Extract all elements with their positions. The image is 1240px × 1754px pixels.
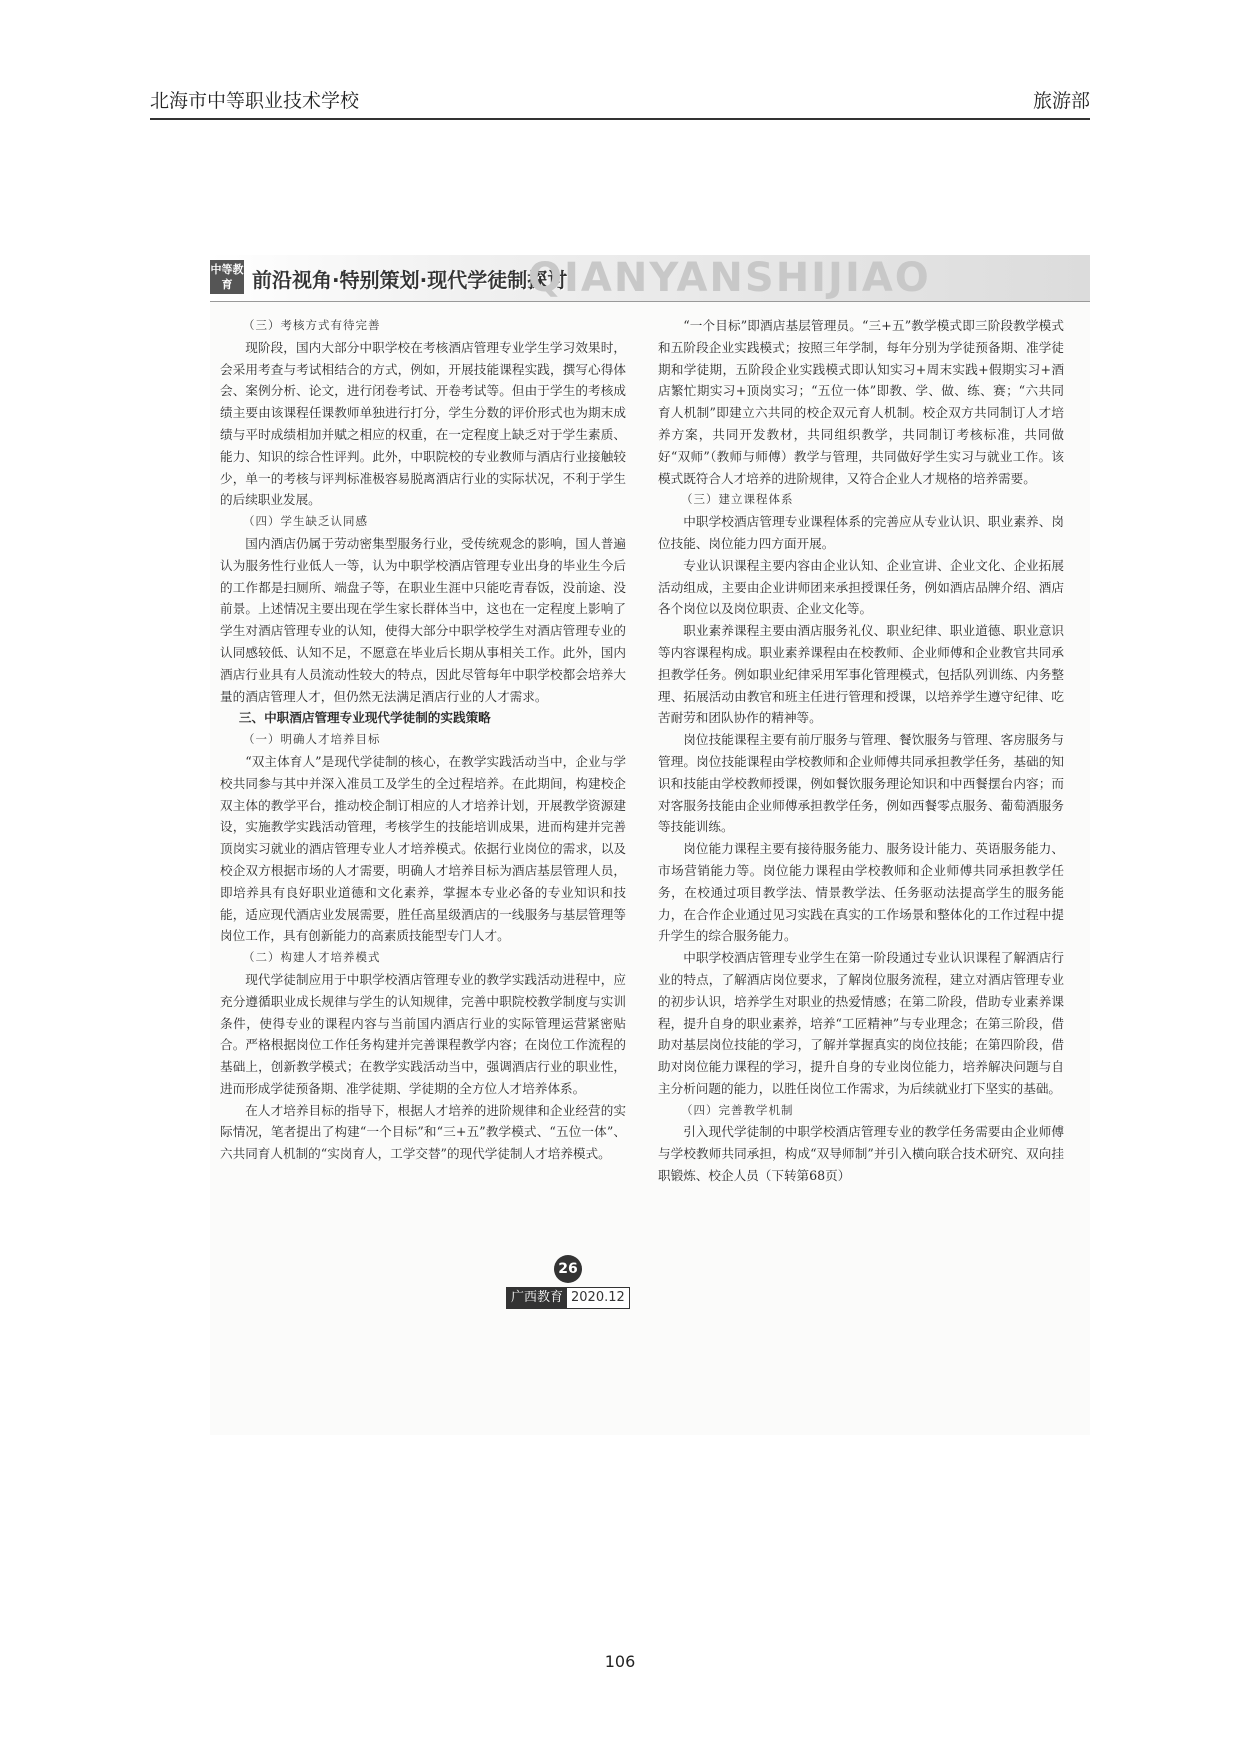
journal-label: [506, 1287, 630, 1309]
subsection-heading: （一）明确人才培养目标: [243, 732, 381, 747]
subsection-heading: （三）考核方式有待完善: [243, 318, 381, 332]
section-heading: 三、中职酒店管理专业现代学徒制的实践策略: [238, 710, 491, 726]
paragraph: 职业素养课程主要由酒店服务礼仪、职业纪律、职业道德、职业意识等内容课程构成。职业素养课程由在校教师、企业师傅和企业教官共同承担教学任务。例如职业纪律采用军事化管理模式，包括队列训练、内务整理、拓展活动由教官和班主任进行管理和授课，以培养学生遵守纪律、吃苦耐劳和团队协作的精神等。: [658, 623, 1064, 726]
right-text-column: [658, 315, 1064, 1187]
department-name: 旅游部: [1032, 90, 1090, 112]
journal-banner: [210, 255, 1090, 302]
paragraph: 岗位技能课程主要有前厅服务与管理、餐饮服务与管理、客房服务与管理。岗位技能课程由学校教师和企业师傅共同承担教学任务，基础的知识和技能由学校教师授课，例如餐饮服务理论知识和中西餐摆台内容；而对客服务技能由企业师傅承担教学任务，例如西餐零点服务、葡萄酒服务等技能训练。: [658, 732, 1064, 835]
paragraph: “双主体育人”是现代学徒制的核心，在教学实践活动当中，企业与学校共同参与其中并深入准员工及学生的全过程培养。在此期间，构建校企双主体的教学平台，推动校企制订相应的人才培养计划，开展教学资源建设，实施教学实践活动管理，考核学生的技能培训成果，进而构建并完善顶岗实习就业的酒店管理专业人才培养模式。依据行业岗位的需求，以及校企双方根据市场的人才需要，明确人才培养目标为酒店基层管理人员，即培养具有良好职业道德和文化素养，掌握本专业必备的专业知识和技能，适应现代酒店业发展需要，胜任高星级酒店的一线服务与基层管理等岗位工作，具有创新能力的高素质技能型专门人才。: [220, 753, 626, 944]
subsection-heading: （四）学生缺乏认同感: [243, 514, 368, 529]
page-number: 106: [604, 1652, 636, 1671]
paragraph: 岗位能力课程主要有接待服务能力、服务设计能力、英语服务能力、市场营销能力等。岗位能力课程由学校教师和企业师傅共同承担教学任务，在校通过项目教学法、情景教学法、任务驱动法提高学生的服务能力，在合作企业通过见习实践在真实的工作场景和整体化的工作过程中提升学生的综合服务能力。: [658, 841, 1064, 944]
banner-pinyin: QIANYANSHIJIAO: [528, 255, 931, 301]
paragraph: 现代学徒制应用于中职学校酒店管理专业的教学实践活动进程中，应充分遵循职业成长规律与学生的认知规律，完善中职院校教学制度与实训条件，使得专业的课程内容与当前国内酒店行业的实际管理运营紧密贴合。严格根据岗位工作任务构建并完善课程教学内容；在岗位工作流程的基础上，创新教学模式；在教学实践活动当中，强调酒店行业的职业性，进而形成学徒预备期、准学徒期、学徒期的全方位人才培养体系。: [220, 971, 626, 1096]
paragraph: “一个目标”即酒店基层管理员。“三+五”教学模式即三阶段教学模式和五阶段企业实践模式；按照三年学制，每年分别为学徒预备期、准学徒期和学徒期，五阶段企业实践模式即认知实习+周末实践+假期实习+酒店繁忙期实习+顶岗实习；“五位一体”即教、学、做、练、赛；“六共同育人机制”即建立六共同的校企双元育人机制。校企双方共同制订人才培养方案，共同开发教材，共同组织教学，共同制订考核标准，共同做好“双师”（教师与师傅）教学与管理，共同做好学生实习与就业工作。该模式既符合人才培养的进阶规律，又符合企业人才规格的培养需要。: [658, 318, 1064, 486]
paragraph: 中职学校酒店管理专业课程体系的完善应从专业认识、职业素养、岗位技能、岗位能力四方面开展。: [658, 514, 1064, 551]
journal-logo: 中等教育: [210, 260, 244, 294]
subsection-heading: （二）构建人才培养模式: [243, 950, 381, 965]
document-header: [150, 84, 1090, 120]
paragraph: 专业认识课程主要内容由企业认知、企业宣讲、企业文化、企业拓展活动组成，主要由企业讲师团来承担授课任务，例如酒店品牌介绍、酒店各个岗位以及岗位职责、企业文化等。: [658, 557, 1064, 617]
subsection-heading: （三）建立课程体系: [681, 492, 794, 507]
scanned-journal-page: [210, 255, 1090, 1435]
paragraph: 在人才培养目标的指导下，根据人才培养的进阶规律和企业经营的实际情况，笔者提出了构建“一个目标”和“三+五”教学模式、“五位一体”、六共同育人机制的“实岗育人，工学交替”的现代学徒制人才培养模式。: [220, 1102, 626, 1162]
paragraph: 现阶段，国内大部分中职学校在考核酒店管理专业学生学习效果时，会采用考查与考试相结合的方式，例如，开展技能课程实践，撰写心得体会、案例分析、论文，进行闭卷考试、开卷考试等。但由于学生的考核成绩主要由该课程任课教师单独进行打分，学生分数的评价形式也为期末成绩与平时成绩相加并赋之相应的权重，在一定程度上缺乏对于学生素质、能力、知识的综合性评判。此外，中职院校的专业教师与酒店行业接触较少，单一的考核与评判标准极容易脱离酒店行业的实际状况，不利于学生的后续职业发展。: [220, 339, 626, 508]
paragraph: 中职学校酒店管理专业学生在第一阶段通过专业认识课程了解酒店行业的特点，了解酒店岗位要求，了解岗位服务流程，建立对酒店管理专业的初步认识，培养学生对职业的热爱情感；在第二阶段，借助专业素养课程，提升自身的职业素养，培养“工匠精神”与专业理念；在第三阶段，借助对基层岗位技能的学习，了解并掌握真实的岗位技能；在第四阶段，借助对岗位能力课程的学习，提升自身的专业岗位能力，培养解决问题与自主分析问题的能力，以胜任岗位工作需求，为后续就业打下坚实的基础。: [658, 950, 1064, 1096]
school-name: 北海市中等职业技术学校: [150, 90, 360, 112]
paragraph: 国内酒店仍属于劳动密集型服务行业，受传统观念的影响，国人普遍认为服务性行业低人一等，认为中职学校酒店管理专业出身的毕业生今后的工作都是扫厕所、端盘子等，在职业生涯中只能吃青春饭，没前途、没前景。上述情况主要出现在学生家长群体当中，这也在一定程度上影响了学生对酒店管理专业的认知，使得大部分中职学校学生对酒店管理专业的认同感较低、认知不足，不愿意在毕业后长期从事相关工作。此外，国内酒店行业具有人员流动性较大的特点，因此尽管每年中职学校都会培养大量的酒店管理人才，但仍然无法满足酒店行业的人才需求。: [220, 535, 626, 704]
journal-name: 广西教育: [507, 1288, 567, 1308]
banner-title: 前沿视角·特别策划·现代学徒制探讨: [252, 268, 568, 292]
paragraph: 引入现代学徒制的中职学校酒店管理专业的教学任务需要由企业师傅与学校教师共同承担，构成“双导师制”并引入横向联合技术研究、双向挂职锻炼、校企人员（下转第68页）: [658, 1124, 1064, 1184]
left-text-column: [220, 315, 626, 1165]
subsection-heading: （四）完善教学机制: [681, 1102, 794, 1117]
journal-issue: 2020.12: [567, 1288, 629, 1308]
journal-page-number: 26: [554, 1255, 582, 1283]
